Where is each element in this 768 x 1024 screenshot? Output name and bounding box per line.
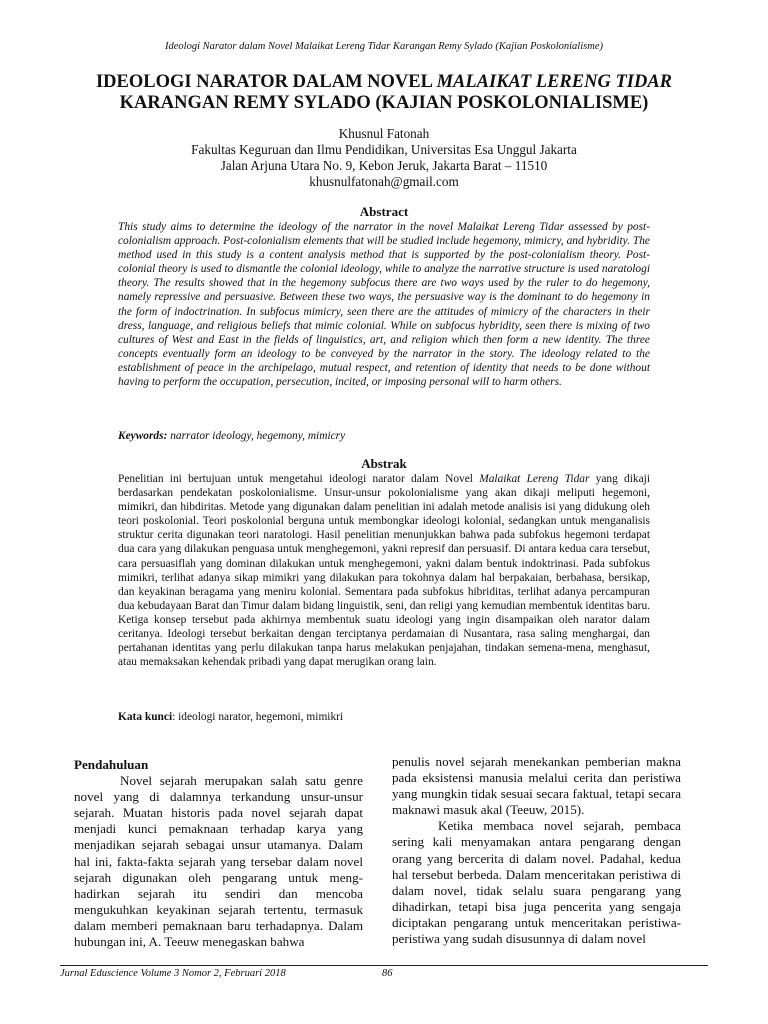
- body-column-left: [74, 757, 363, 950]
- author-address: Jalan Arjuna Utara No. 9, Kebon Jeruk, Jakarta Barat – 11510: [220, 158, 548, 173]
- footer-divider: [60, 965, 708, 966]
- paper-title: [60, 72, 708, 114]
- running-header: Ideologi Narator dalam Novel Malaikat Lereng Tidar Karangan Remy Sylado (Kajian Poskolonialisme): [165, 41, 603, 52]
- title-line2: KARANGAN REMY SYLADO (KAJIAN POSKOLONIALISME): [119, 93, 649, 113]
- kata-kunci-label: Kata kunci: [118, 711, 173, 723]
- author-block: [60, 126, 708, 190]
- abstrak-novel-title: Malaikat Lereng Tidar: [479, 473, 590, 485]
- abstrak-text-rest: yang dikaji berdasarkan pendekatan poskolonialisme. Unsur-unsur pokolonialisme yang akan dikaji meliputi hegemoni, mimikri, dan hibdiritas. Metode yang digunakan dalam penelitian ini adalah metode analisis isi yang didukung oleh teori poskolonial. Teori poskolonial berguna untuk membongkar ideologi kolonial, sedangkan untuk menganalisis struktur cerita digunakan teori naratologi. Hasil penelitian menunjukkan bahwa pada subfokus hegemoni terdapat dua cara yang dilakukan penguasa untuk menghegemoni, yakni represif dan persuasif. Di antara kedua cara tersebut, cara persuasiflah yang dominan dilakukan untuk menghegemoni, yakni dalam bentuk indoktrinasi. Pada subfokus mimikri, terlihat adanya sikap mimikri yang dilakukan para tokohnya dalam hal berpakaian, berbahasa, bersikap, dan keyakinan beragama yang meniru kolonial. Sementara pada subfokus hibriditas, terlihat adanya percampuran dua kebudayaan Barat dan Timur dalam bidang linguistik, seni, dan religi yang kemudian membentuk identitas baru. Ketiga konsep tersebut pada akhirnya membentuk suatu ideologi yang ingin disampaikan oleh narator dalam ceritanya. Ideologi tersebut berkaitan dengan terciptanya perdamaian di Nusantara, rasa saling menghargai, dan pertahanan identitas yang perlu dilakukan tanpa harus melakukan penjajahan, tindakan semena-mena, menghasut, atau memaksakan kehendak pribadi yang dapat merugikan orang lain.: [118, 473, 650, 669]
- author-name: Khusnul Fatonah: [338, 126, 430, 141]
- body-column-right: [392, 754, 681, 947]
- abstract-keywords: [118, 430, 650, 442]
- body-paragraph: Novel sejarah merupakan salah satu genre novel yang di dalamnya terkandung unsur-unsur sejarah. Muatan historis pada novel sejarah dapat menjadi kunci pemaknaan terhadap karya yang menjadikan sejarah sebagai unsur utamanya. Dalam hal ini, fakta-fakta sejarah yang tersebar dalam novel sejarah digunakan oleh pengarang untuk meng-hadirkan sejarah itu sendiri dan mencoba mengukuhkan keyakinan sejarah tertentu, termasuk dalam memberi pemaknaan baru terhadapnya. Dalam hubungan ini, A. Teeuw menegaskan bahwa: [74, 773, 363, 950]
- abstrak-text-start: Penelitian ini bertujuan untuk mengetahui ideologi narator dalam Novel: [118, 473, 480, 485]
- keywords-value: narrator ideology, hegemony, mimicry: [167, 430, 346, 442]
- kata-kunci: [118, 711, 650, 723]
- section-heading-pendahuluan: Pendahuluan: [74, 757, 149, 772]
- body-paragraph: penulis novel sejarah menekankan pemberian makna pada eksistensi manusia melalui cerita dan peristiwa yang mungkin tidak sesuai secara faktual, tetapi secara maknawi masuk akal (Teeuw, 2015).: [392, 754, 681, 818]
- abstrak-heading: Abstrak: [361, 456, 407, 471]
- abstract-text: This study aims to determine the ideology of the narrator in the novel Malaikat Lereng Tidar assessed by post-colonialism approach. Post-colonialism elements that will be studied include hegemony, mimicry, and hybridity. The method used in this study is a content analysis method that is supported by the post-colonialism theory. Post-colonial theory is used to dismantle the colonial ideology, while to analyze the narrative structure is used naratologi theory. The results showed that in the hegemony subfocus there are two ways used by the ruler to do hegemony, namely repressive and persuasive. Between these two ways, the persuasive way is the dominant to do hegemony in the form of indoctrination. In subfocus mimicry, seen there are the attitudes of mimicry of the characters in their dress, language, and religious beliefs that mimic colonial. While on subfocus hybridity, seen there is mixing of two cultures of West and East in the fields of linguistics, art, and religion which then form a new identity. The three concepts eventually form an ideology to be conveyed by the narrator in the story. The ideology related to the establishment of peace in the archipelago, mutual respect, and retention of identity that needs to be done without having to perform the occupation, persecution, incited, or imposing personal will to harm others.: [118, 221, 650, 389]
- kata-kunci-value: : ideologi narator, hegemoni, mimikri: [172, 711, 344, 723]
- footer-journal: Jurnal Eduscience Volume 3 Nomor 2, Februari 2018: [60, 968, 286, 979]
- title-line1-plain: IDEOLOGI NARATOR DALAM NOVEL: [95, 72, 437, 92]
- author-email: khusnulfatonah@gmail.com: [309, 174, 459, 189]
- title-line1-italic: MALAIKAT LERENG TIDAR: [436, 72, 672, 92]
- keywords-label: Keywords:: [118, 430, 168, 442]
- abstract-heading: Abstract: [359, 204, 409, 219]
- body-paragraph: Ketika membaca novel sejarah, pembaca sering kali menyamakan antara pengarang dengan orang yang bercerita di dalam novel. Padahal, kedua hal tersebut berbeda. Dalam menceritakan peristiwa di dalam novel, tidak selalu suara pengarang yang dihadirkan, tetapi bisa juga pencerita yang sengaja diciptakan pengarang untuk menceritakan peristiwa-peristiwa yang sudah disusunnya di dalam novel: [392, 818, 681, 947]
- page-number: 86: [382, 968, 393, 979]
- abstrak-text: [118, 472, 650, 669]
- author-affiliation: Fakultas Keguruan dan Ilmu Pendidikan, Universitas Esa Unggul Jakarta: [191, 142, 577, 157]
